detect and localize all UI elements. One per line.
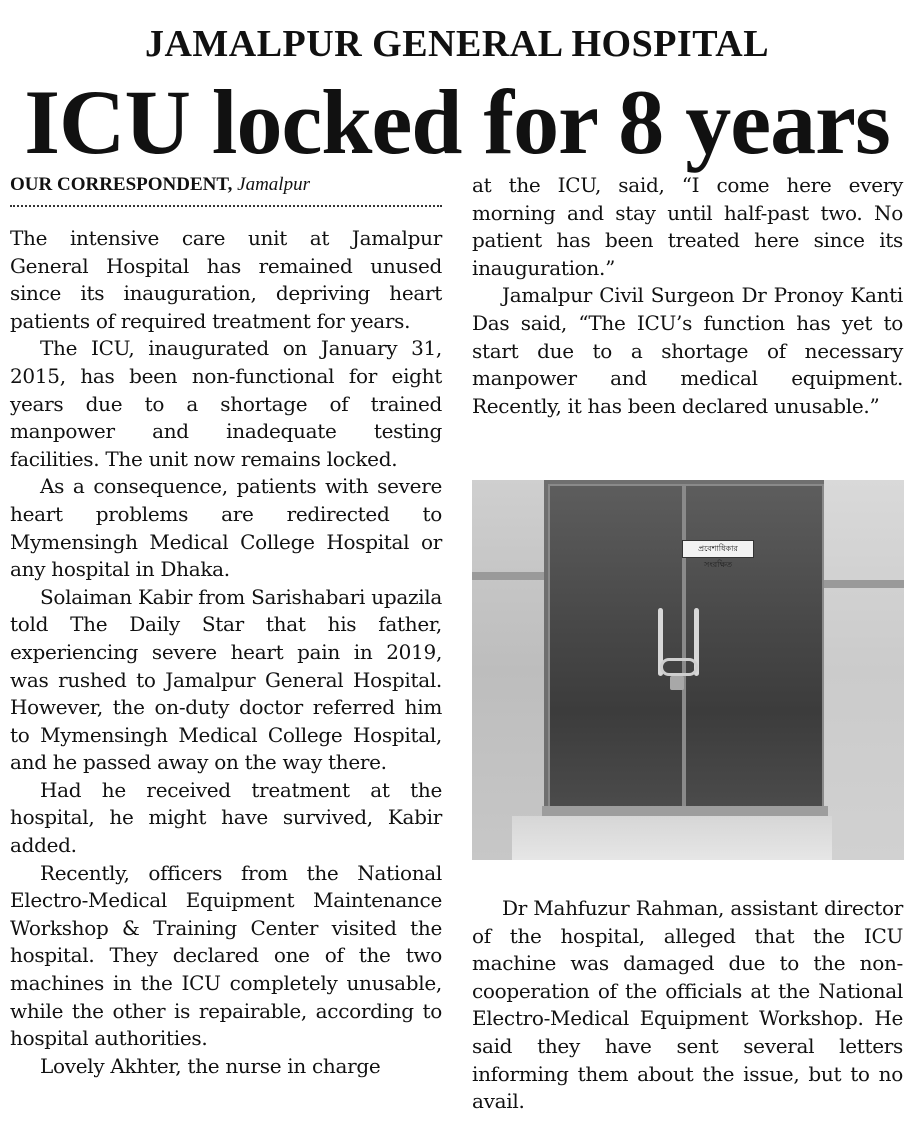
article-column-right-top: [472, 172, 903, 420]
padlock-icon: [670, 676, 684, 690]
photo-glass-door-right: [684, 484, 824, 810]
paragraph: Solaiman Kabir from Sarishabari upazila told The Daily Star that his father, experiencing severe heart pain in 2019, was rushed to Jamalpur General Hospital. However, the on-duty doctor referred him to Mymensingh Medical College Hospital, and he passed away on the way there.: [10, 584, 442, 775]
paragraph: Recently, officers from the National Electro-Medical Equipment Maintenance Workshop & Training Center visited the hospital. They declared one of the two machines in the ICU completely unusable, while the other is repairable, according to hospital authorities.: [10, 860, 442, 1051]
paragraph: Jamalpur Civil Surgeon Dr Pronoy Kanti Das said, “The ICU’s function has yet to start due to a shortage of necessary manpower and medical equipment. Recently, it has been declared unusable.”: [472, 283, 903, 418]
article-photo-locked-icu-door: [472, 480, 904, 860]
byline: [10, 173, 442, 197]
byline-divider: [10, 205, 442, 207]
paragraph: As a consequence, patients with severe heart problems are redirected to Mymensingh Medical College Hospital or any hospital in Dhaka.: [10, 474, 442, 582]
photo-wall-band: [824, 580, 904, 588]
paragraph: The intensive care unit at Jamalpur General Hospital has remained unused since its inauguration, depriving heart patients of required treatment for years.: [10, 226, 442, 333]
article-column-right-bottom: [472, 895, 903, 1116]
headline: ICU locked for 8 years: [24, 71, 890, 173]
paragraph: Lovely Akhter, the nurse in charge: [40, 1053, 381, 1078]
photo-wall-pillar: [472, 480, 544, 860]
photo-floor: [512, 816, 832, 860]
photo-wall-pillar: [824, 480, 904, 860]
kicker-heading: JAMALPUR GENERAL HOSPITAL: [144, 23, 770, 65]
photo-wall-band: [472, 572, 544, 580]
paragraph: Had he received treatment at the hospital, he might have survived, Kabir added.: [10, 777, 442, 858]
paragraph: Dr Mahfuzur Rahman, assistant director of the hospital, alleged that the ICU machine was damaged due to the non-cooperation of the officials at the National Electro-Medical Equipment Workshop. He said they have sent several letters informing them about the issue, but to no avail.: [472, 896, 903, 1114]
photo-glass-door-left: [548, 484, 684, 810]
photo-door-sign: প্রবেশাধিকার সংরক্ষিত: [682, 540, 754, 558]
article-column-left: [10, 225, 442, 1080]
paragraph: at the ICU, said, “I come here every morning and stay until half-past two. No patient has been treated here since its inauguration.”: [472, 173, 903, 280]
byline-place: Jamalpur: [237, 174, 310, 195]
paragraph: The ICU, inaugurated on January 31, 2015, has been non-functional for eight years due to a shortage of trained manpower and inadequate testing facilities. The unit now remains locked.: [10, 336, 442, 471]
byline-name: OUR CORRESPONDENT,: [10, 174, 233, 195]
photo-chain: [660, 658, 698, 676]
